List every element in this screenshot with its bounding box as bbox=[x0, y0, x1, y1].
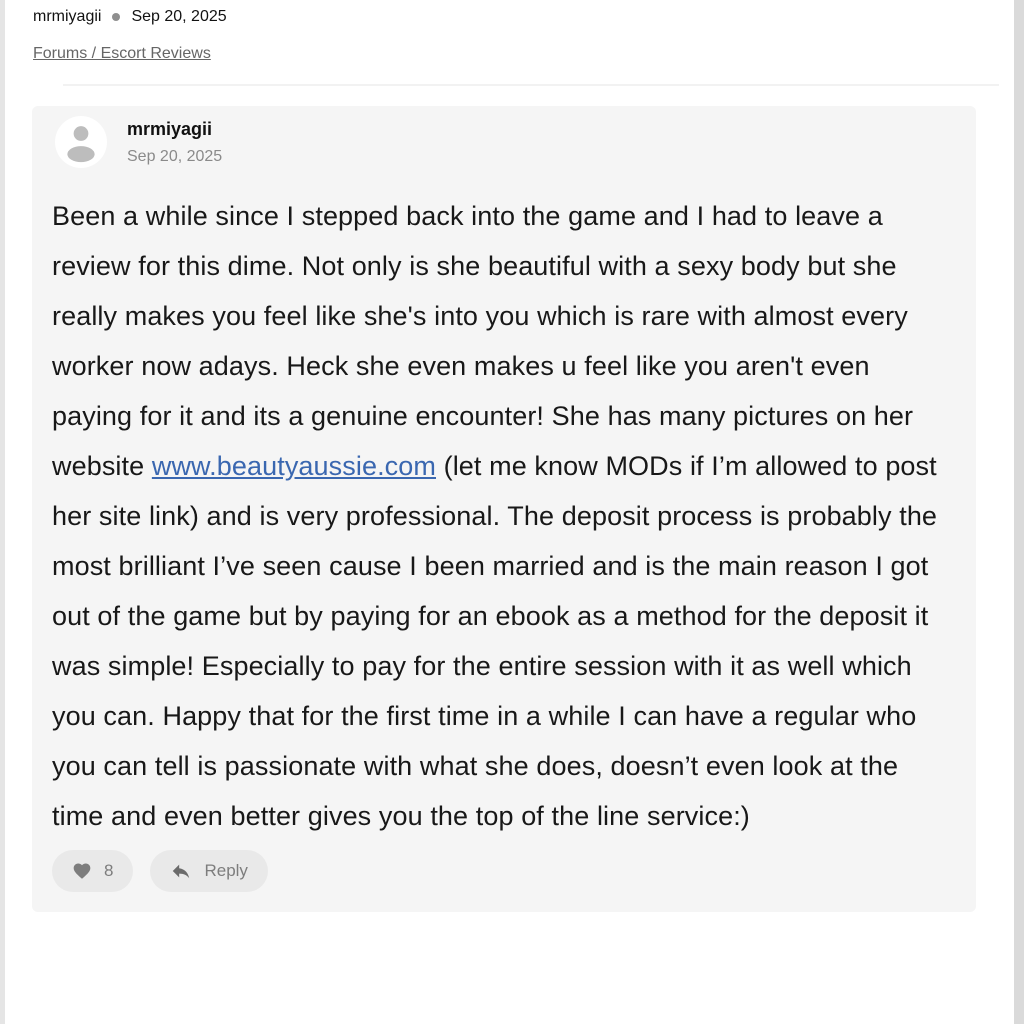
post-card bbox=[32, 106, 976, 912]
post-body bbox=[52, 191, 956, 841]
reply-arrow-icon bbox=[170, 860, 192, 882]
post-author[interactable]: mrmiyagii bbox=[127, 119, 213, 139]
thread-header bbox=[0, 0, 1024, 86]
breadcrumb[interactable]: Forums / Escort Reviews bbox=[33, 45, 211, 62]
screen-left-edge bbox=[0, 0, 5, 1024]
like-count: 8 bbox=[104, 861, 114, 880]
post-head bbox=[55, 116, 956, 168]
thread-date: Sep 20, 2025 bbox=[131, 8, 227, 25]
screen-right-edge bbox=[1014, 0, 1024, 1024]
avatar[interactable] bbox=[55, 116, 107, 168]
reply-label: Reply bbox=[204, 861, 248, 880]
thread-meta-row bbox=[33, 8, 1024, 26]
thread-author[interactable]: mrmiyagii bbox=[33, 8, 102, 25]
person-icon bbox=[55, 116, 107, 168]
header-divider bbox=[63, 84, 999, 86]
post-link[interactable]: www.beautyaussie.com bbox=[151, 451, 436, 481]
like-button[interactable] bbox=[52, 850, 133, 892]
post-date: Sep 20, 2025 bbox=[127, 148, 223, 165]
reply-button[interactable] bbox=[150, 850, 267, 892]
dot-icon bbox=[112, 13, 120, 21]
heart-icon bbox=[72, 861, 92, 881]
post-actions bbox=[52, 850, 956, 892]
post-text-after-link: (let me know MODs if I’m allowed to post her site link) and is very professional. The deposit process is probably the most brilliant I’ve seen cause I been married and is the main reason I got out of the game but by paying for an ebook as a method for the deposit it was simple! Especially to pay for the entire session with it as well which you can. Happy that for the first time in a while I can have a regular who you can tell is passionate with what she does, doesn’t even look at the time and even better gives you the top of the line service:) bbox=[52, 451, 938, 831]
post-text-before-link: Been a while since I stepped back into the game and I had to leave a review for this dime. Not only is she beautiful with a sexy body but she really makes you feel like she's into you which is rare with almost every worker now adays. Heck she even makes u feel like you aren't even paying for it and its a genuine encounter! She has many pictures on her website bbox=[52, 201, 914, 481]
post-author-block bbox=[127, 116, 222, 166]
